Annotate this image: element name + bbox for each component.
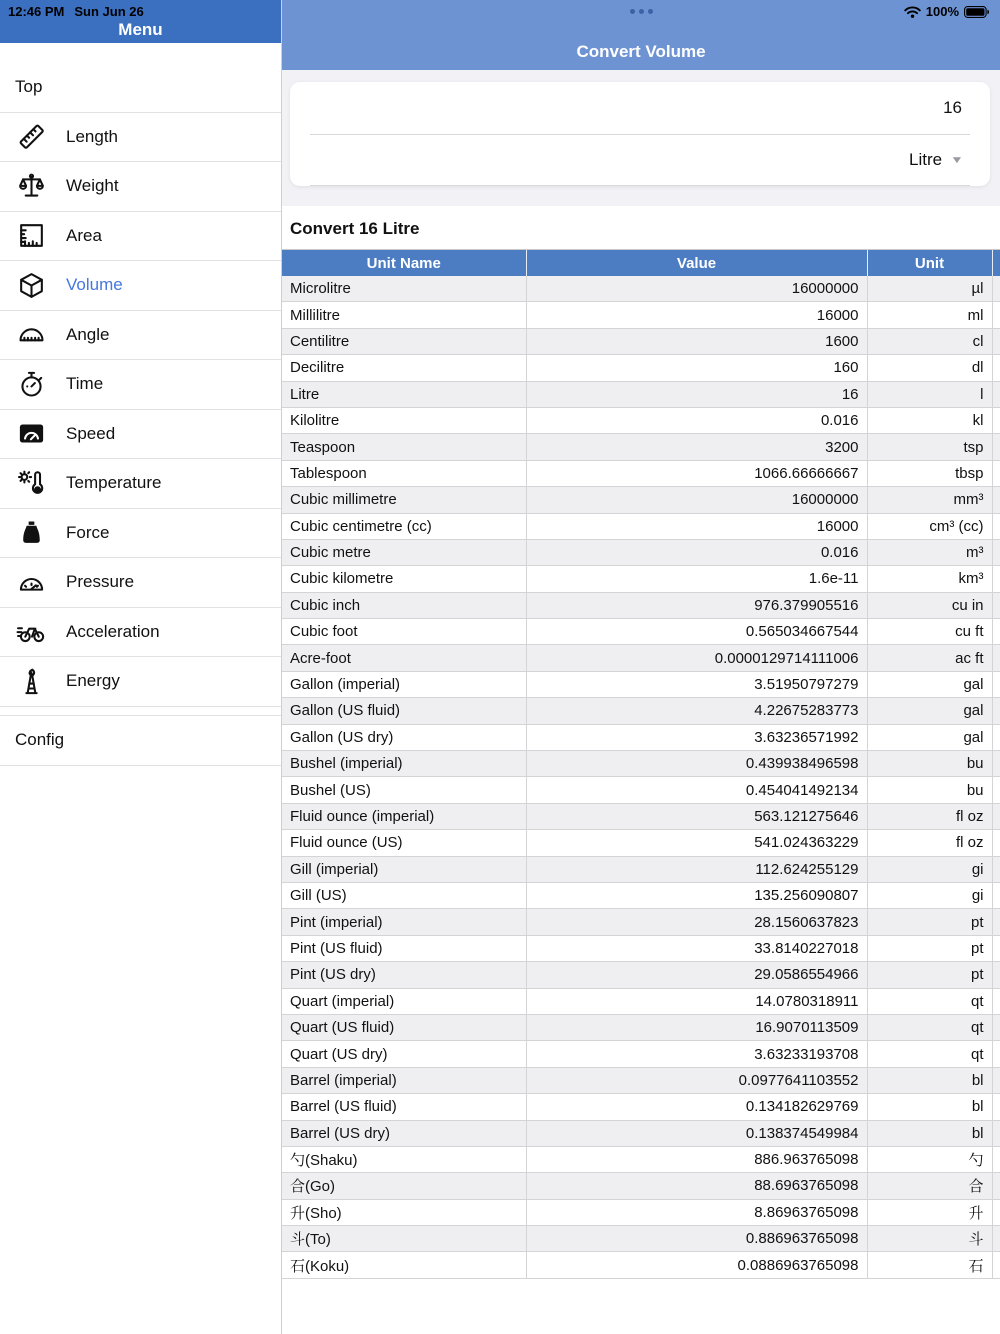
unit-select[interactable] <box>290 134 990 186</box>
value-cell: 16000000 <box>526 276 867 302</box>
overflow-cell <box>992 513 1000 539</box>
overflow-cell <box>992 724 1000 750</box>
unit-name-cell: Millilitre <box>282 302 526 328</box>
section-title: Convert 16 Litre <box>282 206 1000 249</box>
unit-cell: m³ <box>867 539 992 565</box>
unit-name-cell: Fluid ounce (US) <box>282 830 526 856</box>
table-row <box>282 434 1000 460</box>
value-cell: 3200 <box>526 434 867 460</box>
value-cell: 160 <box>526 355 867 381</box>
unit-name-cell: Tablespoon <box>282 460 526 486</box>
overflow-cell <box>992 1014 1000 1040</box>
value-cell: 28.1560637823 <box>526 909 867 935</box>
overflow-cell <box>992 1146 1000 1172</box>
table-row <box>282 935 1000 961</box>
unit-cell: gal <box>867 671 992 697</box>
unit-select-value: Litre <box>909 150 943 169</box>
sidebar-item-label: Force <box>66 522 110 542</box>
table-row <box>282 1094 1000 1120</box>
unit-name-cell: Quart (US dry) <box>282 1041 526 1067</box>
balance-scale-icon <box>15 170 48 203</box>
value-cell: 0.439938496598 <box>526 751 867 777</box>
unit-cell: 勺 <box>867 1146 992 1172</box>
multitask-handle-icon[interactable] <box>282 9 1000 14</box>
chevron-down-icon: ▼ <box>950 154 964 166</box>
value-cell: 3.63233193708 <box>526 1041 867 1067</box>
overflow-cell <box>992 1226 1000 1252</box>
unit-cell: ml <box>867 302 992 328</box>
table-row <box>282 355 1000 381</box>
unit-cell: 合 <box>867 1173 992 1199</box>
sidebar-item-time[interactable] <box>0 360 281 410</box>
table-row <box>282 1199 1000 1225</box>
overflow-cell <box>992 407 1000 433</box>
unit-name-cell: Cubic inch <box>282 592 526 618</box>
converter-card <box>290 82 990 186</box>
unit-cell: km³ <box>867 566 992 592</box>
sidebar-item-top[interactable] <box>0 63 281 113</box>
overflow-cell <box>992 751 1000 777</box>
value-cell: 0.138374549984 <box>526 1120 867 1146</box>
divider <box>310 185 970 186</box>
unit-name-cell: Gallon (US dry) <box>282 724 526 750</box>
value-cell: 0.0000129714111006 <box>526 645 867 671</box>
unit-cell: qt <box>867 988 992 1014</box>
unit-cell: cu ft <box>867 619 992 645</box>
sidebar-item-label: Acceleration <box>66 621 160 641</box>
table-row <box>282 302 1000 328</box>
overflow-cell <box>992 1199 1000 1225</box>
sidebar-item-angle[interactable] <box>0 311 281 361</box>
unit-name-cell: Fluid ounce (imperial) <box>282 803 526 829</box>
table-row <box>282 856 1000 882</box>
table-row <box>282 276 1000 302</box>
sidebar-item-label: Speed <box>66 423 116 443</box>
overflow-cell <box>992 434 1000 460</box>
overflow-cell <box>992 1041 1000 1067</box>
value-cell: 16.9070113509 <box>526 1014 867 1040</box>
cube-icon <box>15 269 48 302</box>
col-value: Value <box>526 250 867 276</box>
overflow-cell <box>992 355 1000 381</box>
speedometer-icon <box>15 417 48 450</box>
table-body <box>282 276 1000 1278</box>
overflow-cell <box>992 1094 1000 1120</box>
table-row <box>282 1041 1000 1067</box>
sidebar-item-label: Length <box>66 126 118 146</box>
overflow-cell <box>992 909 1000 935</box>
unit-cell: pt <box>867 962 992 988</box>
table-header-row <box>282 250 1000 276</box>
overflow-cell <box>992 276 1000 302</box>
unit-cell: 石 <box>867 1252 992 1278</box>
value-cell: 112.624255129 <box>526 856 867 882</box>
wifi-icon <box>904 6 921 18</box>
table-row <box>282 1146 1000 1172</box>
value-cell: 3.51950797279 <box>526 671 867 697</box>
table-row <box>282 724 1000 750</box>
amount-input[interactable] <box>290 82 990 134</box>
divider <box>310 134 970 135</box>
sidebar-item-acceleration[interactable] <box>0 608 281 658</box>
weight-icon <box>15 516 48 549</box>
value-cell: 33.8140227018 <box>526 935 867 961</box>
amount-value: 16 <box>943 98 962 117</box>
unit-cell: cm³ (cc) <box>867 513 992 539</box>
unit-name-cell: 合(Go) <box>282 1173 526 1199</box>
col-unit-name: Unit Name <box>282 250 526 276</box>
ruler-icon <box>15 120 48 153</box>
unit-cell: qt <box>867 1014 992 1040</box>
unit-cell: ac ft <box>867 645 992 671</box>
unit-name-cell: Gill (US) <box>282 882 526 908</box>
table-row <box>282 909 1000 935</box>
table-row <box>282 698 1000 724</box>
unit-name-cell: Teaspoon <box>282 434 526 460</box>
unit-name-cell: Bushel (US) <box>282 777 526 803</box>
value-cell: 3.63236571992 <box>526 724 867 750</box>
overflow-cell <box>992 988 1000 1014</box>
table-row <box>282 645 1000 671</box>
table-row <box>282 407 1000 433</box>
table-row <box>282 988 1000 1014</box>
value-cell: 1.6e-11 <box>526 566 867 592</box>
value-cell: 976.379905516 <box>526 592 867 618</box>
sidebar-section-gap <box>0 707 281 716</box>
sidebar-item-label: Volume <box>66 275 123 295</box>
unit-name-cell: Cubic centimetre (cc) <box>282 513 526 539</box>
conversion-table <box>282 250 1000 1279</box>
unit-name-cell: Microlitre <box>282 276 526 302</box>
config-label: Config <box>15 730 65 749</box>
unit-name-cell: 升(Sho) <box>282 1199 526 1225</box>
unit-cell: bl <box>867 1094 992 1120</box>
table-row <box>282 513 1000 539</box>
unit-cell: bu <box>867 777 992 803</box>
unit-cell: dl <box>867 355 992 381</box>
unit-name-cell: Cubic foot <box>282 619 526 645</box>
sidebar-item-force[interactable] <box>0 509 281 559</box>
unit-cell: pt <box>867 935 992 961</box>
table-row <box>282 487 1000 513</box>
overflow-cell <box>992 671 1000 697</box>
sidebar-item-label: Energy <box>66 671 120 691</box>
table-row <box>282 1252 1000 1278</box>
unit-name-cell: Quart (US fluid) <box>282 1014 526 1040</box>
unit-name-cell: Barrel (US dry) <box>282 1120 526 1146</box>
value-cell: 16000 <box>526 302 867 328</box>
unit-cell: fl oz <box>867 803 992 829</box>
sidebar-item-label: Area <box>66 225 102 245</box>
table-row <box>282 566 1000 592</box>
table-row <box>282 460 1000 486</box>
sidebar-item-label: Time <box>66 374 104 394</box>
table-row <box>282 539 1000 565</box>
overflow-cell <box>992 830 1000 856</box>
unit-cell: gi <box>867 856 992 882</box>
unit-name-cell: 斗(To) <box>282 1226 526 1252</box>
sidebar-list <box>0 63 281 707</box>
value-cell: 0.886963765098 <box>526 1226 867 1252</box>
sidebar-item-length[interactable] <box>0 113 281 163</box>
unit-cell: gal <box>867 724 992 750</box>
value-cell: 88.6963765098 <box>526 1173 867 1199</box>
value-cell: 541.024363229 <box>526 830 867 856</box>
unit-cell: bl <box>867 1067 992 1093</box>
col-unit: Unit <box>867 250 992 276</box>
overflow-cell <box>992 460 1000 486</box>
unit-name-cell: Pint (US dry) <box>282 962 526 988</box>
value-cell: 563.121275646 <box>526 803 867 829</box>
unit-cell: tbsp <box>867 460 992 486</box>
table-row <box>282 962 1000 988</box>
value-cell: 0.134182629769 <box>526 1094 867 1120</box>
value-cell: 0.016 <box>526 407 867 433</box>
protractor-icon <box>15 318 48 351</box>
value-cell: 1066.66666667 <box>526 460 867 486</box>
sidebar-item-label: Temperature <box>66 473 162 493</box>
table-row <box>282 751 1000 777</box>
date: Sun Jun 26 <box>74 4 144 19</box>
sidebar-item-label: Pressure <box>66 572 135 592</box>
overflow-cell <box>992 539 1000 565</box>
value-cell: 16000000 <box>526 487 867 513</box>
unit-cell: fl oz <box>867 830 992 856</box>
value-cell: 0.0977641103552 <box>526 1067 867 1093</box>
value-cell: 135.256090807 <box>526 882 867 908</box>
pressure-gauge-icon <box>15 566 48 599</box>
status-bar-left <box>8 4 144 19</box>
unit-cell: 升 <box>867 1199 992 1225</box>
bicycle-icon <box>15 615 48 648</box>
unit-name-cell: Cubic millimetre <box>282 487 526 513</box>
overflow-cell <box>992 1067 1000 1093</box>
unit-name-cell: Centilitre <box>282 328 526 354</box>
value-cell: 29.0586554966 <box>526 962 867 988</box>
unit-name-cell: Quart (imperial) <box>282 988 526 1014</box>
unit-name-cell: Bushel (imperial) <box>282 751 526 777</box>
overflow-cell <box>992 645 1000 671</box>
unit-cell: gal <box>867 698 992 724</box>
value-cell: 0.0886963765098 <box>526 1252 867 1278</box>
table-row <box>282 1226 1000 1252</box>
conversion-table-wrap <box>282 249 1000 1279</box>
table-row <box>282 328 1000 354</box>
value-cell: 16 <box>526 381 867 407</box>
sidebar-item-volume[interactable] <box>0 261 281 311</box>
value-cell: 886.963765098 <box>526 1146 867 1172</box>
content-header <box>282 0 1000 70</box>
unit-name-cell: Litre <box>282 381 526 407</box>
unit-cell: cu in <box>867 592 992 618</box>
sidebar-item-speed[interactable] <box>0 410 281 460</box>
unit-name-cell: Gallon (imperial) <box>282 671 526 697</box>
page-title: Convert Volume <box>576 42 706 61</box>
sidebar-item-area[interactable] <box>0 212 281 262</box>
unit-cell: l <box>867 381 992 407</box>
overflow-cell <box>992 592 1000 618</box>
unit-name-cell: Pint (US fluid) <box>282 935 526 961</box>
value-cell: 0.016 <box>526 539 867 565</box>
table-row <box>282 1014 1000 1040</box>
overflow-cell <box>992 856 1000 882</box>
overflow-cell <box>992 487 1000 513</box>
overflow-cell <box>992 302 1000 328</box>
overflow-cell <box>992 962 1000 988</box>
table-row <box>282 671 1000 697</box>
derrick-icon <box>15 665 48 698</box>
unit-cell: tsp <box>867 434 992 460</box>
sidebar <box>0 0 282 1334</box>
sidebar-item-weight[interactable] <box>0 162 281 212</box>
unit-cell: bl <box>867 1120 992 1146</box>
col-overflow <box>992 250 1000 276</box>
overflow-cell <box>992 698 1000 724</box>
overflow-cell <box>992 1173 1000 1199</box>
sidebar-item-label: Top <box>15 77 43 97</box>
table-row <box>282 619 1000 645</box>
table-row <box>282 803 1000 829</box>
value-cell: 4.22675283773 <box>526 698 867 724</box>
unit-cell: qt <box>867 1041 992 1067</box>
value-cell: 14.0780318911 <box>526 988 867 1014</box>
unit-name-cell: Kilolitre <box>282 407 526 433</box>
overflow-cell <box>992 1120 1000 1146</box>
overflow-cell <box>992 935 1000 961</box>
sidebar-title: Menu <box>118 20 163 39</box>
battery-icon <box>964 6 990 18</box>
sidebar-item-label: Weight <box>66 176 119 196</box>
status-bar-right <box>904 4 990 19</box>
unit-cell: gi <box>867 882 992 908</box>
overflow-cell <box>992 777 1000 803</box>
unit-name-cell: Acre-foot <box>282 645 526 671</box>
unit-name-cell: Pint (imperial) <box>282 909 526 935</box>
value-cell: 8.86963765098 <box>526 1199 867 1225</box>
thermometer-sun-icon <box>15 467 48 500</box>
table-row <box>282 777 1000 803</box>
unit-name-cell: Cubic kilometre <box>282 566 526 592</box>
stopwatch-icon <box>15 368 48 401</box>
sidebar-item-config[interactable] <box>0 716 281 766</box>
unit-name-cell: Cubic metre <box>282 539 526 565</box>
unit-cell: 斗 <box>867 1226 992 1252</box>
unit-cell: kl <box>867 407 992 433</box>
overflow-cell <box>992 381 1000 407</box>
clock: 12:46 PM <box>8 4 65 19</box>
overflow-cell <box>992 803 1000 829</box>
unit-cell: cl <box>867 328 992 354</box>
main-content <box>282 0 1000 1334</box>
table-row <box>282 381 1000 407</box>
table-row <box>282 1173 1000 1199</box>
unit-cell: mm³ <box>867 487 992 513</box>
unit-name-cell: Barrel (imperial) <box>282 1067 526 1093</box>
overflow-cell <box>992 1252 1000 1278</box>
overflow-cell <box>992 619 1000 645</box>
unit-name-cell: Barrel (US fluid) <box>282 1094 526 1120</box>
value-cell: 0.454041492134 <box>526 777 867 803</box>
table-row <box>282 882 1000 908</box>
table-row <box>282 1067 1000 1093</box>
unit-name-cell: Decilitre <box>282 355 526 381</box>
unit-name-cell: Gill (imperial) <box>282 856 526 882</box>
sidebar-header <box>0 0 281 43</box>
table-row <box>282 592 1000 618</box>
table-row <box>282 830 1000 856</box>
battery-percent: 100% <box>925 4 959 19</box>
overflow-cell <box>992 328 1000 354</box>
sidebar-item-label: Angle <box>66 324 110 344</box>
unit-cell: pt <box>867 909 992 935</box>
sidebar-item-temperature[interactable] <box>0 459 281 509</box>
value-cell: 16000 <box>526 513 867 539</box>
unit-cell: µl <box>867 276 992 302</box>
area-square-icon <box>15 219 48 252</box>
unit-name-cell: Gallon (US fluid) <box>282 698 526 724</box>
unit-name-cell: 勺(Shaku) <box>282 1146 526 1172</box>
value-cell: 1600 <box>526 328 867 354</box>
overflow-cell <box>992 566 1000 592</box>
unit-cell: bu <box>867 751 992 777</box>
unit-name-cell: 石(Koku) <box>282 1252 526 1278</box>
converter-panel <box>282 70 1000 206</box>
overflow-cell <box>992 882 1000 908</box>
value-cell: 0.565034667544 <box>526 619 867 645</box>
sidebar-item-pressure[interactable] <box>0 558 281 608</box>
table-row <box>282 1120 1000 1146</box>
sidebar-item-energy[interactable] <box>0 657 281 707</box>
